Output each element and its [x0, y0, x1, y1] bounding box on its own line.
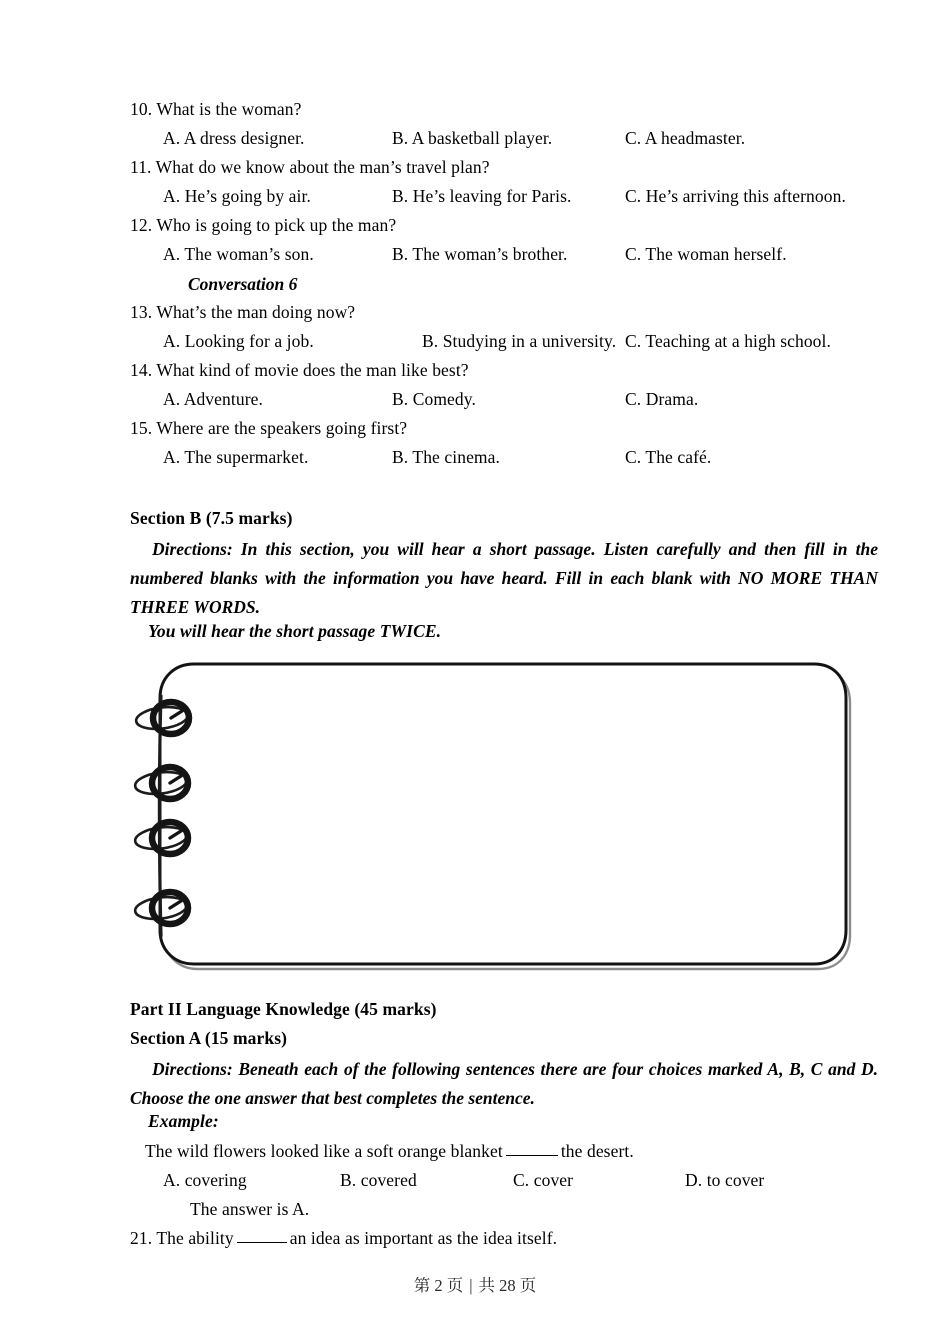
- section-b-directions: [130, 535, 878, 622]
- option-15-c: C. The café.: [625, 447, 712, 467]
- question-stem-15: 15. Where are the speakers going first?: [130, 418, 408, 438]
- option-13-a: A. Looking for a job.: [163, 331, 314, 351]
- section-a-directions: [130, 1055, 878, 1113]
- section-b-directions-label: Directions:: [152, 539, 233, 559]
- option-13-c: C. Teaching at a high school.: [625, 331, 831, 351]
- option-12-a: A. The woman’s son.: [163, 244, 314, 264]
- question-stem-21: [130, 1230, 557, 1248]
- section-a-directions-text: Beneath each of the following sentences there are four choices marked A, B, C and D. Choose the one answer that best completes the sentence.: [130, 1059, 878, 1108]
- question-21-after: an idea as important as the idea itself.: [289, 1228, 558, 1248]
- question-stem-14: 14. What kind of movie does the man like best?: [130, 360, 469, 380]
- example-sentence: [145, 1143, 634, 1161]
- notepad-svg: [130, 652, 855, 974]
- footer-separator: |: [469, 1276, 473, 1295]
- option-row-11: [0, 188, 950, 210]
- example-sentence-after: the desert.: [560, 1141, 634, 1161]
- example-option-c: C. cover: [513, 1170, 574, 1190]
- section-a-directions-label: Directions:: [152, 1059, 233, 1079]
- footer-total-prefix: 共: [478, 1276, 496, 1295]
- question-stem-10: 10. What is the woman?: [130, 99, 302, 119]
- option-11-c: C. He’s arriving this afternoon.: [625, 186, 846, 206]
- example-option-d: D. to cover: [685, 1170, 765, 1190]
- example-option-b: B. covered: [340, 1170, 417, 1190]
- option-12-c: C. The woman herself.: [625, 244, 787, 264]
- question-stem-12: 12. Who is going to pick up the man?: [130, 215, 397, 235]
- option-row-10: [0, 130, 950, 152]
- option-14-c: C. Drama.: [625, 389, 699, 409]
- question-21-before: 21. The ability: [130, 1228, 234, 1248]
- option-14-a: A. Adventure.: [163, 389, 263, 409]
- footer-page-prefix: 第: [413, 1276, 431, 1295]
- example-option-a: A. covering: [163, 1170, 247, 1190]
- section-b-directions-text: In this section, you will hear a short passage. Listen carefully and then fill in the numbered blanks with the information you have heard. Fill in each blank with NO MORE THAN THREE WORDS.: [130, 539, 878, 617]
- footer-total-pages: 28: [499, 1276, 516, 1295]
- option-11-a: A. He’s going by air.: [163, 186, 311, 206]
- option-row-15: [0, 449, 950, 471]
- example-sentence-before: The wild flowers looked like a soft orange blanket: [145, 1141, 503, 1161]
- option-14-b: B. Comedy.: [392, 389, 476, 409]
- option-row-13: [0, 333, 950, 355]
- conversation-heading: Conversation 6: [188, 274, 298, 294]
- option-10-b: B. A basketball player.: [392, 128, 553, 148]
- part-two-heading: Part II Language Knowledge (45 marks): [130, 999, 437, 1019]
- example-label: Example:: [148, 1111, 219, 1131]
- option-11-b: B. He’s leaving for Paris.: [392, 186, 572, 206]
- notepad-outline: [160, 664, 846, 964]
- section-b-twice-note: You will hear the short passage TWICE.: [148, 621, 442, 641]
- option-row-14: [0, 391, 950, 413]
- section-b-heading: Section B (7.5 marks): [130, 508, 293, 528]
- option-12-b: B. The woman’s brother.: [392, 244, 568, 264]
- option-13-b: B. Studying in a university.: [422, 331, 617, 351]
- question-21-blank: [237, 1242, 287, 1243]
- option-row-12: [0, 246, 950, 268]
- notepad-illustration: [130, 652, 855, 974]
- footer-total-unit: 页: [519, 1276, 537, 1295]
- page-footer: [0, 1272, 950, 1296]
- example-blank: [506, 1155, 558, 1156]
- option-15-a: A. The supermarket.: [163, 447, 309, 467]
- option-15-b: B. The cinema.: [392, 447, 500, 467]
- footer-page-unit: 页: [446, 1276, 464, 1295]
- footer-page-number: 2: [434, 1276, 443, 1295]
- example-option-row: [0, 1172, 950, 1194]
- section-a-heading: Section A (15 marks): [130, 1028, 288, 1048]
- option-10-c: C. A headmaster.: [625, 128, 746, 148]
- example-answer: The answer is A.: [190, 1199, 310, 1219]
- question-stem-11: 11. What do we know about the man’s travel plan?: [130, 157, 490, 177]
- question-stem-13: 13. What’s the man doing now?: [130, 302, 356, 322]
- option-10-a: A. A dress designer.: [163, 128, 305, 148]
